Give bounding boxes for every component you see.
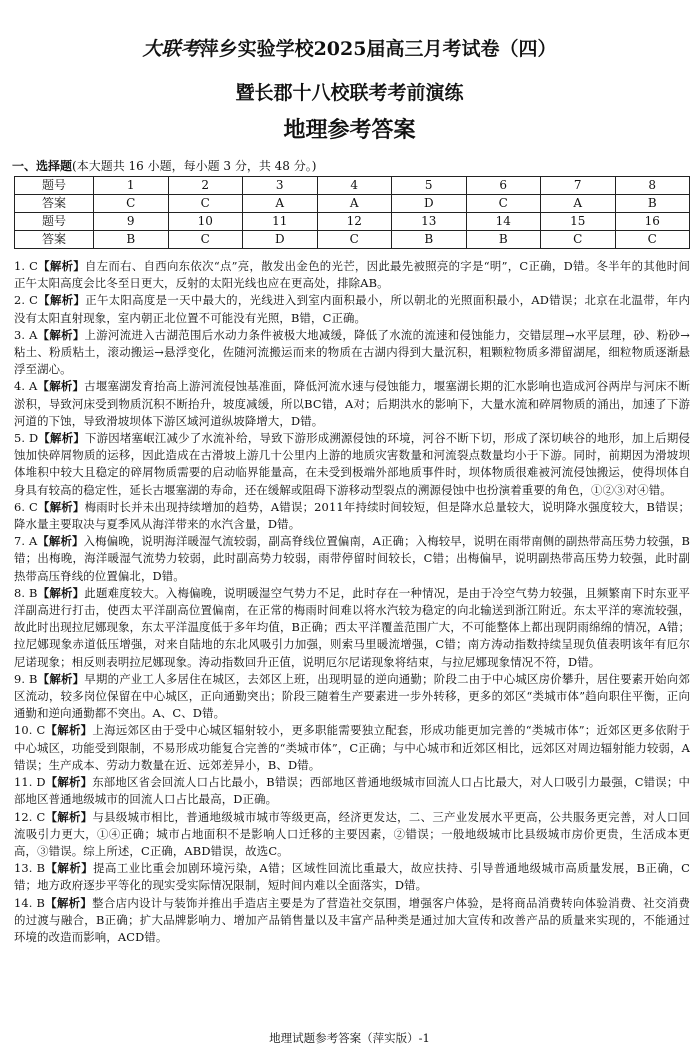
explanation-number: 11. D [14,775,46,790]
explanation-item [14,327,690,379]
row-label: 题号 [15,213,94,231]
explanation-item [14,533,690,585]
answer-cell: A [243,195,318,213]
question-number-cell: 3 [243,177,318,195]
explanation-text: 提高工业比重会加剧环境污染，A错；区域性回流比重最大，故应扶持、引导普通地级城市高质量发展，B正确，C错；地方政府逐步平等化的现实受实际情况限制，短时间内难以全面落实，D错。 [14,861,690,893]
explanation-item [14,430,690,499]
explanation-text: 古堰塞湖发育抬高上游河流侵蚀基准面，降低河流水速与侵蚀能力，堰塞湖长期的汇水影响也造成河谷两岸与河床不断淤积，导致河床受到物质沉积不断抬升，坡度减缓，所以BC错，A对；后期洪水的影响下，大量水流和碎屑物质的涌出，加速了下游河道的下蚀，导致滑坡坝体下游区域河道纵坡降增大，D错。 [14,379,690,428]
explanation-number: 12. C [14,809,46,824]
answer-table [14,176,690,249]
explanation-item [14,774,690,808]
explanation-tag: 【解析】 [37,499,85,514]
explanation-text: 梅雨时长并未出现持续增加的趋势，A错误；2011年持续时间较短，但是降水总量较大，说明降水强度较大，B错误；降水量主要取决与夏季风从海洋带来的水汽含量，D错。 [14,499,690,532]
question-number-cell: 15 [541,213,616,231]
explanation-tag: 【解析】 [38,431,85,446]
explanation-number: 8. B [14,585,38,600]
explanation-number: 2. C [14,293,39,308]
explanation-item [14,722,690,774]
explanation-number: 5. D [14,431,39,446]
explanation-text: 自左而右、自西向东依次“点”亮，散发出金色的光芒，因此最先被照亮的字是“明”，C正确，D错。冬半年的其他时间正午太阳高度会比冬至日更大，反射的太阳光线也应在更高处，排除AB。 [14,259,690,291]
exam-title [0,38,699,60]
answer-cell: C [94,195,169,213]
section-title: 一、选择题 [12,159,73,173]
explanations [14,258,690,946]
question-number-cell: 13 [392,213,467,231]
brand-logo-text: 大联考 [142,38,200,60]
explanation-number: 1. C [14,259,38,273]
answer-cell: C [168,231,243,249]
explanation-tag: 【解析】 [37,327,85,342]
question-number-cell: 6 [466,177,541,195]
explanation-text: 下游因堵塞岷江减少了水流补给，导致下游形成溯源侵蚀的环境，河谷不断下切，形成了深切峡谷的地形，加上后期侵蚀加快碎屑物质的运移，因此造成在古滑坡上游几十公里内上游的地质灾害数量和河流裂点数量均小于下游。同时，前期因为滑坡坝体堆积中较大且稳定的碎屑物质需要的启动临界能量高，在未受到极端外部地质事件时，坝体物质很难被河流侵蚀搬运，使得坝体自身具有较高的稳定性，延长古堰塞湖的寿命，还在缓解或阻碍下游移动型裂点的溯源侵蚀中也扮演着重要的角色，①②③对④错。 [14,431,690,497]
explanation-tag: 【解析】 [37,534,84,549]
question-number-cell: 9 [94,213,169,231]
question-number-cell: 5 [392,177,467,195]
explanation-item [14,671,690,723]
answer-cell: A [541,195,616,213]
explanation-text: 上海远郊区由于受中心城区辐射较小，更多职能需要独立配套，形成功能更加完善的“类城市体”；近郊区更多依附于中心城区，功能受到限制，不易形成功能复合完善的“类城市体”，C正确；与中心城市和近郊区相比，远郊区对周边辐射能力较弱，A错误；生产成本、劳动力数量在近、远郊差异小，B、D错。 [14,723,690,772]
answer-cell: B [466,231,541,249]
answer-cell: C [541,231,616,249]
explanation-tag: 【解析】 [45,809,93,824]
explanation-number: 6. C [14,499,38,514]
question-number-cell: 1 [94,177,169,195]
answer-row [15,195,690,213]
explanation-item [14,895,690,947]
explanation-number: 14. B [14,895,46,910]
explanation-number: 10. C [14,723,46,738]
explanation-item [14,499,690,533]
explanation-number: 3. A [14,327,38,342]
answer-cell: C [168,195,243,213]
question-number-row [15,177,690,195]
explanation-text: 早期的产业工人多居住在城区，去郊区上班，出现明显的逆向通勤；阶段二由于中心城区房价攀升，居住要素开始向郊区流动，较多岗位保留在中心城区，正向通勤突出；阶段三随着生产要素进一步外转移，更多的郊区“类城市体”趋向职住平衡，正向通勤和逆向通勤都不突出。A、C、D错。 [14,671,690,721]
question-number-cell: 14 [466,213,541,231]
answer-cell: C [317,231,392,249]
question-number-cell: 12 [317,213,392,231]
explanation-tag: 【解析】 [37,671,85,686]
answer-cell: B [615,195,690,213]
explanation-text: 东部地区省会回流人口占比最小，B错误；西部地区普通地级城市回流人口占比最大，对人口吸引力最强，C错误；中部地区普通地级城市的回流人口占比最高，D正确。 [14,775,690,807]
answer-cell: A [317,195,392,213]
exam-subtitle: 暨长郡十八校联考考前演练 [235,82,464,104]
section-heading [12,158,692,174]
question-number-cell: 4 [317,177,392,195]
row-label: 题号 [15,177,94,195]
row-label: 答案 [15,231,94,249]
explanation-tag: 【解析】 [38,293,86,308]
explanation-text: 与县级城市相比，普通地级城市城市等级更高，经济更发达，二、三产业发展水平更高，公共服务更完善，对人口回流吸引力更大，①④正确；城市占地面积不是影响人口迁移的主要因素，②错误；一般地级城市比县级城市房价更贵，生活成本更高，③错误。综上所述，C正确，ABD错误，故选C。 [14,809,690,858]
section-note: (本大题共 16 小题，每小题 3 分，共 48 分。) [72,159,317,173]
explanation-item [14,585,690,671]
answer-cell: B [392,231,467,249]
explanation-tag: 【解析】 [37,259,85,273]
explanation-tag: 【解析】 [45,861,94,876]
answer-cell: C [466,195,541,213]
explanation-tag: 【解析】 [37,379,85,394]
question-number-cell: 2 [168,177,243,195]
question-number-cell: 10 [168,213,243,231]
explanation-tag: 【解析】 [45,775,93,790]
explanation-item [14,292,690,326]
answer-cell: D [392,195,467,213]
explanation-text: 上游河流进入古湖范围后水动力条件被极大地减缓，降低了水流的流速和侵蚀能力，交错层理→水平层理，砂、粉砂→粘土、粉质粘土，滚动搬运→悬浮变化，佐随河流搬运而来的物质在古湖内得到大量沉积，粗颗粒物质多滞留湖尾，细粒物质逐渐悬浮至湖心。 [14,327,690,377]
answer-cell: B [94,231,169,249]
explanation-number: 13. B [14,861,46,876]
explanation-item [14,258,690,292]
question-number-cell: 7 [541,177,616,195]
answer-cell: C [615,231,690,249]
explanation-text: 正午太阳高度是一天中最大的，光线进入到室内面积最小，所以朝北的光照面积最小，AD错误；北京在北温带，年内没有太阳直射现象，室内朝正北位置不可能没有光照，B错，C正确。 [14,293,690,325]
explanation-tag: 【解析】 [45,895,93,910]
question-number-cell: 11 [243,213,318,231]
explanation-tag: 【解析】 [45,723,93,738]
explanation-number: 9. B [14,671,38,686]
question-number-row [15,213,690,231]
explanation-text: 整合店内设计与装饰并推出手造店主要是为了营造社交氛围，增强客户体验，是将商品消费转向体验消费、社交消费的过渡与融合，B正确；扩大品牌影响力、增加产品销售量以及丰富产品种类是通过加大宣传和改善产品的质量来实现的，不能通过环境的改造而影响，ACD错。 [14,895,690,944]
explanation-text: 入梅偏晚，说明海洋暖湿气流较弱，副高脊线位置偏南，A正确；入梅较早，说明在雨带南侧的副热带高压势力较强，B错；出梅晚，海洋暖湿气流势力较弱，此时副高势力较弱，雨带停留时间较长，C错；出梅偏早，说明副热带高压势力较强，此时副热带高压脊线的位置偏北，D错。 [14,534,690,583]
question-number-cell: 16 [615,213,690,231]
school-title: 萍乡实验学校2025届高三月考试卷（四） [199,38,557,60]
answer-row [15,231,690,249]
explanation-text: 此题难度较大。入梅偏晚，说明暖湿空气势力不足，此时存在一种情况，是由于冷空气势力较强，且频繁南下时东亚平洋副高进行打击，使西太平洋副高位置偏南，在正常的梅雨时间难以将水汽较为稳定的向北输送到浙江附近。东太平洋的寒流较强，故此时出现拉尼娜现象，东太平洋温度低于多年均值，B正确；西太平洋覆盖范围广大，不可能整体上都出现阴雨绵绵的情况，A错；拉尼娜现象赤道低压增强，对来自陆地的东北风吸引力加强，则索马里暖流增强，C错；南方涛动指数持续呈现负值表明该年有厄尔尼诺现象；相反则表明拉尼娜现象。涛动指数回升正值，说明厄尔尼诺现象将结束，与拉尼娜现象情况不符，D错。 [14,585,690,669]
explanation-tag: 【解析】 [37,585,85,600]
explanation-item [14,809,690,861]
page-footer: 地理试题参考答案（萍实版）-1 [269,1031,430,1045]
document-title: 地理参考答案 [283,117,416,143]
explanation-item [14,378,690,430]
explanation-item [14,860,690,894]
explanation-number: 4. A [14,379,38,394]
answer-cell: D [243,231,318,249]
explanation-number: 7. A [14,534,38,549]
question-number-cell: 8 [615,177,690,195]
row-label: 答案 [15,195,94,213]
